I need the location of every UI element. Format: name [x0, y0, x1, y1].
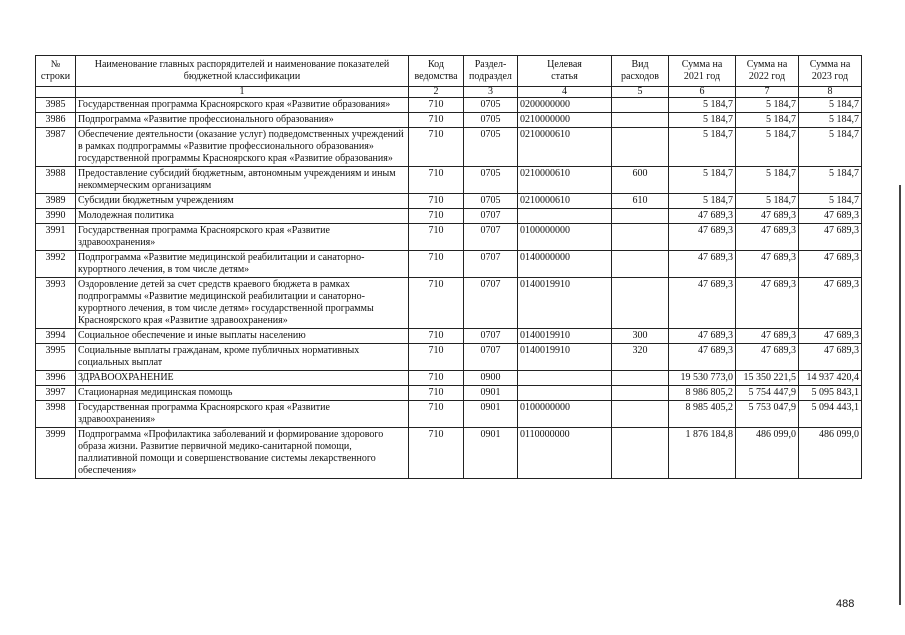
- amount-2022: 5 184,7: [736, 167, 799, 194]
- indicator-name: Подпрограмма «Развитие медицинской реабилитации и санаторно-курортного лечения, в том числе детям»: [76, 251, 409, 278]
- expense-type: 600: [612, 167, 669, 194]
- indicator-name: Подпрограмма «Развитие профессионального образования»: [76, 113, 409, 128]
- column-header: Раздел- подраздел: [464, 56, 518, 87]
- amount-2021: 5 184,7: [669, 113, 736, 128]
- column-number: 2: [409, 87, 464, 98]
- target-article: 0110000000: [518, 428, 612, 479]
- amount-2021: 8 985 405,2: [669, 401, 736, 428]
- section-code: 0901: [464, 401, 518, 428]
- amount-2021: 1 876 184,8: [669, 428, 736, 479]
- section-code: 0705: [464, 128, 518, 167]
- amount-2022: 5 754 447,9: [736, 386, 799, 401]
- amount-2021: 5 184,7: [669, 194, 736, 209]
- department-code: 710: [409, 278, 464, 329]
- expense-type: [612, 401, 669, 428]
- row-number: 3987: [36, 128, 76, 167]
- column-number: 8: [799, 87, 862, 98]
- row-number: 3998: [36, 401, 76, 428]
- column-number: 4: [518, 87, 612, 98]
- row-number: 3999: [36, 428, 76, 479]
- row-number: 3985: [36, 98, 76, 113]
- amount-2022: 5 184,7: [736, 194, 799, 209]
- indicator-name: Социальное обеспечение и иные выплаты населению: [76, 329, 409, 344]
- indicator-name: Государственная программа Красноярского края «Развитие здравоохранения»: [76, 224, 409, 251]
- table-row: [36, 98, 862, 113]
- table-row: [36, 278, 862, 329]
- amount-2023: 47 689,3: [799, 224, 862, 251]
- expense-type: [612, 98, 669, 113]
- row-number: 3995: [36, 344, 76, 371]
- table-row: [36, 371, 862, 386]
- expense-type: [612, 428, 669, 479]
- section-code: 0707: [464, 209, 518, 224]
- table-row: [36, 329, 862, 344]
- amount-2022: 47 689,3: [736, 251, 799, 278]
- expense-type: [612, 128, 669, 167]
- page-number: 488: [836, 598, 855, 610]
- column-number: 1: [76, 87, 409, 98]
- department-code: 710: [409, 128, 464, 167]
- indicator-name: Стационарная медицинская помощь: [76, 386, 409, 401]
- row-number: 3997: [36, 386, 76, 401]
- department-code: 710: [409, 428, 464, 479]
- target-article: 0210000610: [518, 128, 612, 167]
- expense-type: [612, 386, 669, 401]
- header-row: [36, 56, 862, 87]
- table-row: [36, 401, 862, 428]
- indicator-name: Социальные выплаты гражданам, кроме публичных нормативных социальных выплат: [76, 344, 409, 371]
- column-header: Целевая статья: [518, 56, 612, 87]
- amount-2022: 47 689,3: [736, 329, 799, 344]
- scan-margin-line: [899, 185, 901, 605]
- amount-2022: 5 184,7: [736, 113, 799, 128]
- row-number: 3994: [36, 329, 76, 344]
- department-code: 710: [409, 167, 464, 194]
- table-row: [36, 167, 862, 194]
- target-article: 0140019910: [518, 344, 612, 371]
- section-code: 0705: [464, 167, 518, 194]
- row-number: 3996: [36, 371, 76, 386]
- column-number: [36, 87, 76, 98]
- amount-2021: 47 689,3: [669, 209, 736, 224]
- table-row: [36, 251, 862, 278]
- department-code: 710: [409, 386, 464, 401]
- target-article: 0140019910: [518, 278, 612, 329]
- indicator-name: Субсидии бюджетным учреждениям: [76, 194, 409, 209]
- table-row: [36, 224, 862, 251]
- table-header: [36, 56, 862, 98]
- target-article: 0140000000: [518, 251, 612, 278]
- amount-2023: 47 689,3: [799, 278, 862, 329]
- amount-2023: 5 184,7: [799, 113, 862, 128]
- amount-2023: 5 184,7: [799, 98, 862, 113]
- column-number: 7: [736, 87, 799, 98]
- amount-2021: 5 184,7: [669, 128, 736, 167]
- target-article: [518, 386, 612, 401]
- amount-2023: 5 184,7: [799, 128, 862, 167]
- section-code: 0707: [464, 278, 518, 329]
- target-article: 0140019910: [518, 329, 612, 344]
- indicator-name: Предоставление субсидий бюджетным, автономным учреждениям и иным некоммерческим организациям: [76, 167, 409, 194]
- table-body: [36, 98, 862, 479]
- target-article: 0210000610: [518, 167, 612, 194]
- expense-type: [612, 251, 669, 278]
- department-code: 710: [409, 251, 464, 278]
- target-article: [518, 371, 612, 386]
- indicator-name: ЗДРАВООХРАНЕНИЕ: [76, 371, 409, 386]
- target-article: 0210000610: [518, 194, 612, 209]
- amount-2023: 14 937 420,4: [799, 371, 862, 386]
- table-row: [36, 128, 862, 167]
- amount-2023: 47 689,3: [799, 209, 862, 224]
- indicator-name: Государственная программа Красноярского края «Развитие здравоохранения»: [76, 401, 409, 428]
- table-row: [36, 344, 862, 371]
- expense-type: [612, 113, 669, 128]
- amount-2022: 486 099,0: [736, 428, 799, 479]
- indicator-name: Молодежная политика: [76, 209, 409, 224]
- row-number: 3989: [36, 194, 76, 209]
- column-number: 3: [464, 87, 518, 98]
- amount-2023: 47 689,3: [799, 329, 862, 344]
- amount-2021: 8 986 805,2: [669, 386, 736, 401]
- amount-2021: 47 689,3: [669, 344, 736, 371]
- target-article: 0100000000: [518, 224, 612, 251]
- amount-2021: 19 530 773,0: [669, 371, 736, 386]
- amount-2021: 47 689,3: [669, 329, 736, 344]
- column-header: Код ведомства: [409, 56, 464, 87]
- section-code: 0900: [464, 371, 518, 386]
- table-row: [36, 113, 862, 128]
- expense-type: 610: [612, 194, 669, 209]
- amount-2023: 47 689,3: [799, 251, 862, 278]
- row-number: 3993: [36, 278, 76, 329]
- column-number: 5: [612, 87, 669, 98]
- amount-2022: 5 184,7: [736, 128, 799, 167]
- department-code: 710: [409, 194, 464, 209]
- row-number: 3992: [36, 251, 76, 278]
- indicator-name: Государственная программа Красноярского края «Развитие образования»: [76, 98, 409, 113]
- amount-2023: 5 184,7: [799, 167, 862, 194]
- section-code: 0707: [464, 344, 518, 371]
- row-number: 3988: [36, 167, 76, 194]
- amount-2021: 47 689,3: [669, 278, 736, 329]
- expense-type: [612, 224, 669, 251]
- section-code: 0901: [464, 428, 518, 479]
- expense-type: [612, 209, 669, 224]
- department-code: 710: [409, 224, 464, 251]
- table-row: [36, 194, 862, 209]
- section-code: 0901: [464, 386, 518, 401]
- target-article: 0100000000: [518, 401, 612, 428]
- section-code: 0705: [464, 98, 518, 113]
- amount-2023: 47 689,3: [799, 344, 862, 371]
- column-header: Вид расходов: [612, 56, 669, 87]
- department-code: 710: [409, 329, 464, 344]
- table-row: [36, 209, 862, 224]
- amount-2023: 5 184,7: [799, 194, 862, 209]
- column-number: 6: [669, 87, 736, 98]
- target-article: 0200000000: [518, 98, 612, 113]
- amount-2022: 47 689,3: [736, 278, 799, 329]
- column-header: Сумма на 2021 год: [669, 56, 736, 87]
- amount-2021: 47 689,3: [669, 251, 736, 278]
- indicator-name: Подпрограмма «Профилактика заболеваний и формирование здорового образа жизни. Развитие первичной медико-санитарной помощи, паллиативной помощи и совершенствование системы лекарственного обеспечения»: [76, 428, 409, 479]
- amount-2023: 5 095 843,1: [799, 386, 862, 401]
- department-code: 710: [409, 371, 464, 386]
- department-code: 710: [409, 209, 464, 224]
- section-code: 0707: [464, 224, 518, 251]
- target-article: [518, 209, 612, 224]
- amount-2021: 5 184,7: [669, 167, 736, 194]
- indicator-name: Оздоровление детей за счет средств краевого бюджета в рамках подпрограммы «Развитие медицинской реабилитации и санаторно-курортного лечения, в том числе детям» государственной программы Красноярского края «Развитие здравоохранения»: [76, 278, 409, 329]
- department-code: 710: [409, 401, 464, 428]
- column-header: Сумма на 2023 год: [799, 56, 862, 87]
- department-code: 710: [409, 113, 464, 128]
- expense-type: 320: [612, 344, 669, 371]
- budget-table: [35, 55, 862, 479]
- expense-type: [612, 371, 669, 386]
- amount-2022: 15 350 221,5: [736, 371, 799, 386]
- column-header: № строки: [36, 56, 76, 87]
- department-code: 710: [409, 98, 464, 113]
- table-row: [36, 428, 862, 479]
- amount-2022: 5 184,7: [736, 98, 799, 113]
- row-number: 3986: [36, 113, 76, 128]
- amount-2023: 5 094 443,1: [799, 401, 862, 428]
- expense-type: 300: [612, 329, 669, 344]
- section-code: 0707: [464, 329, 518, 344]
- table-row: [36, 386, 862, 401]
- section-code: 0705: [464, 194, 518, 209]
- department-code: 710: [409, 344, 464, 371]
- section-code: 0705: [464, 113, 518, 128]
- amount-2022: 47 689,3: [736, 224, 799, 251]
- expense-type: [612, 278, 669, 329]
- column-number-row: [36, 87, 862, 98]
- row-number: 3990: [36, 209, 76, 224]
- amount-2022: 5 753 047,9: [736, 401, 799, 428]
- amount-2022: 47 689,3: [736, 344, 799, 371]
- column-header: Наименование главных распорядителей и наименование показателей бюджетной классификации: [76, 56, 409, 87]
- amount-2021: 47 689,3: [669, 224, 736, 251]
- amount-2023: 486 099,0: [799, 428, 862, 479]
- amount-2022: 47 689,3: [736, 209, 799, 224]
- amount-2021: 5 184,7: [669, 98, 736, 113]
- row-number: 3991: [36, 224, 76, 251]
- column-header: Сумма на 2022 год: [736, 56, 799, 87]
- target-article: 0210000000: [518, 113, 612, 128]
- section-code: 0707: [464, 251, 518, 278]
- indicator-name: Обеспечение деятельности (оказание услуг) подведомственных учреждений в рамках подпрограммы «Развитие профессионального образования» государственной программы Красноярского края «Развитие образования»: [76, 128, 409, 167]
